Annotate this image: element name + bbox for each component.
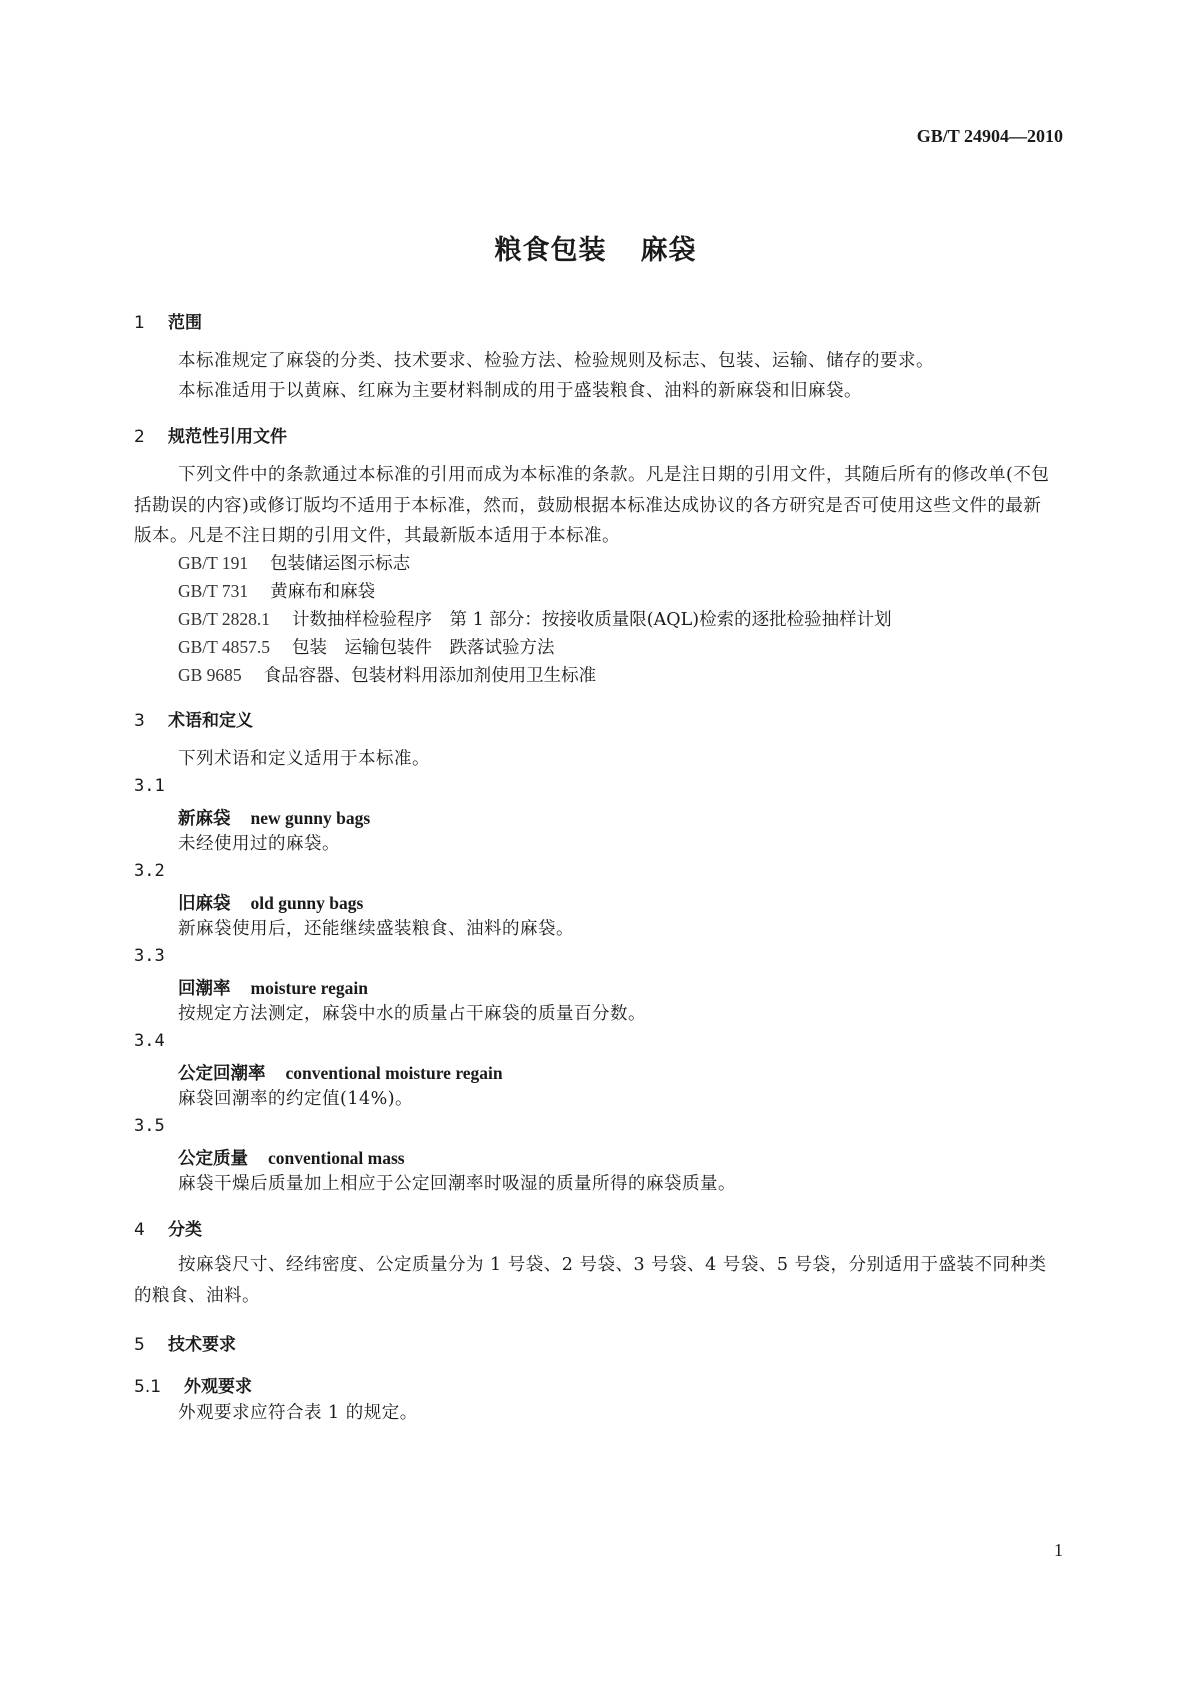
title-part-2: 麻袋 <box>640 235 697 266</box>
document-title <box>0 228 1191 267</box>
page-number: 1 <box>1054 1540 1063 1560</box>
section-4-heading: 4 分类 <box>134 1220 202 1240</box>
clause-number: 3.5 <box>134 1116 165 1136</box>
term-title: 回潮率 moisture regain <box>178 978 368 999</box>
term-title: 旧麻袋 old gunny bags <box>178 893 364 914</box>
subsection-5-1-text: 外观要求应符合表 1 的规定。 <box>178 1403 418 1423</box>
term-title: 新麻袋 new gunny bags <box>178 808 371 829</box>
section-4-text: 按麻袋尺寸、经纬密度、公定质量分为 1 号袋、2 号袋、3 号袋、4 号袋、5 号袋，分别适用于盛装不同种类的粮食、油料。 <box>134 1255 1047 1306</box>
section-1-paragraph-2: 本标准适用于以黄麻、红麻为主要材料制成的用于盛装粮食、油料的新麻袋和旧麻袋。 <box>178 381 862 401</box>
section-3-heading: 3 术语和定义 <box>134 711 253 731</box>
term-definition: 按规定方法测定，麻袋中水的质量占干麻袋的质量百分数。 <box>178 1004 646 1024</box>
term-definition: 麻袋回潮率的约定值(14%)。 <box>178 1089 414 1109</box>
section-2-heading: 2 规范性引用文件 <box>134 427 287 447</box>
clause-number: 3.2 <box>134 861 165 881</box>
reference-line: GB/T 731 黄麻布和麻袋 <box>178 581 376 602</box>
section-2-intro: 下列文件中的条款通过本标准的引用而成为本标准的条款。凡是注日期的引用文件，其随后所有的修改单(不包括勘误的内容)或修订版均不适用于本标准，然而，鼓励根据本标准达成协议的各方研究是否可使用这些文件的最新版本。凡是不注日期的引用文件，其最新版本适用于本标准。 <box>134 465 1050 546</box>
section-1-heading: 1 范围 <box>134 313 202 333</box>
clause-number: 3.1 <box>134 776 165 796</box>
title-part-1: 粮食包装 <box>494 235 607 266</box>
reference-line: GB 9685 食品容器、包装材料用添加剂使用卫生标准 <box>178 665 597 686</box>
standard-code: GB/T 24904—2010 <box>916 126 1063 146</box>
term-definition: 新麻袋使用后，还能继续盛装粮食、油料的麻袋。 <box>178 919 574 939</box>
clause-number: 3.3 <box>134 946 165 966</box>
term-title: 公定回潮率 conventional moisture regain <box>178 1063 503 1084</box>
section-5-heading: 5 技术要求 <box>134 1335 236 1355</box>
clause-number: 3.4 <box>134 1031 165 1051</box>
section-1-paragraph-1: 本标准规定了麻袋的分类、技术要求、检验方法、检验规则及标志、包装、运输、储存的要求。 <box>178 351 934 371</box>
subsection-5-1-heading: 5.1 外观要求 <box>134 1377 252 1397</box>
term-definition: 麻袋干燥后质量加上相应于公定回潮率时吸湿的质量所得的麻袋质量。 <box>178 1174 736 1194</box>
section-3-intro: 下列术语和定义适用于本标准。 <box>178 749 430 769</box>
term-title: 公定质量 conventional mass <box>178 1148 405 1169</box>
reference-line: GB/T 4857.5 包装 运输包装件 跌落试验方法 <box>178 637 555 658</box>
reference-line: GB/T 191 包装储运图示标志 <box>178 553 411 574</box>
term-definition: 未经使用过的麻袋。 <box>178 834 340 854</box>
reference-line: GB/T 2828.1 计数抽样检验程序 第 1 部分：按接收质量限(AQL)检索的逐批检验抽样计划 <box>178 609 892 630</box>
